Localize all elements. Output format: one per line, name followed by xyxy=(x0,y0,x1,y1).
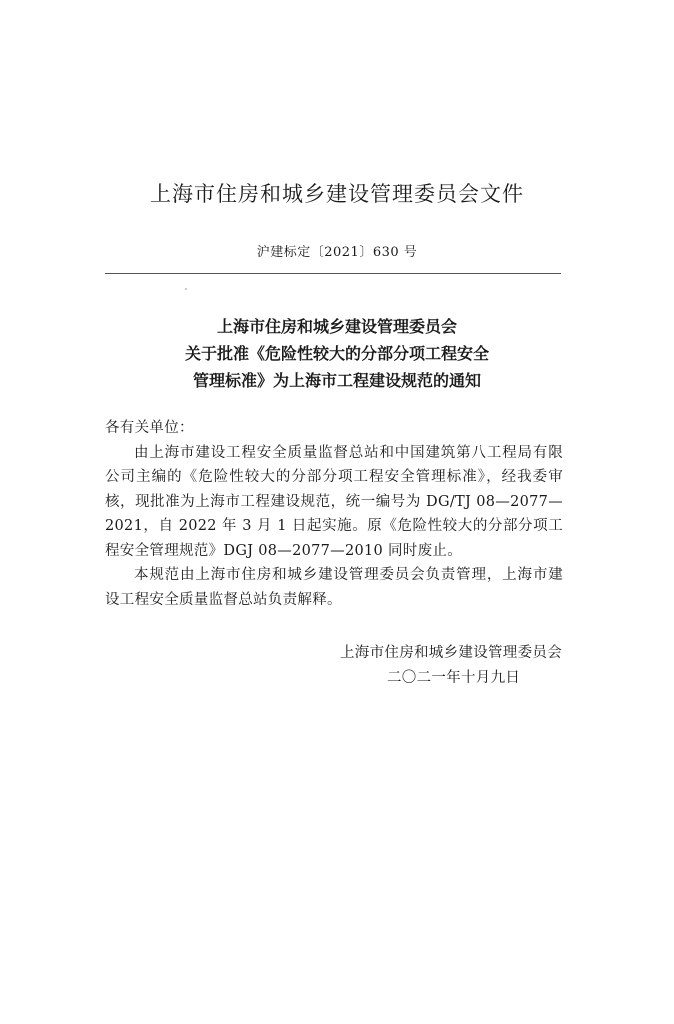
header-divider xyxy=(105,273,561,274)
body-paragraph-1: 由上海市建设工程安全质量监督总站和中国建筑第八工程局有限公司主编的《危险性较大的分部分项工程安全管理标准》，经我委审核，现批准为上海市工程建设规范，统一编号为 DG/TJ 08—2077—2021，自 2022 年 3 月 1 日起实施。原《危险性较大的分部分项工程安全管理规范》DGJ 08—2077—2010 同时废止。 xyxy=(105,444,563,559)
notice-title-line-2: 关于批准《危险性较大的分部分项工程安全 xyxy=(184,344,489,363)
notice-title-line-1: 上海市住房和城乡建设管理委员会 xyxy=(216,317,457,336)
salutation: 各有关单位： xyxy=(105,420,194,436)
notice-body xyxy=(105,416,563,612)
signature-block xyxy=(340,641,562,690)
document-number: 沪建标定〔2021〕630 号 xyxy=(256,245,418,260)
body-paragraph-2: 本规范由上海市住房和城乡建设管理委员会负责管理，上海市建设工程安全质量监督总站负责解释。 xyxy=(105,567,563,608)
issuer-header: 上海市住房和城乡建设管理委员会文件 xyxy=(150,182,524,206)
scan-speck xyxy=(185,288,187,290)
notice-title-line-3: 管理标准》为上海市工程建设规范的通知 xyxy=(192,371,481,390)
signature-organization: 上海市住房和城乡建设管理委员会 xyxy=(340,645,562,661)
notice-title xyxy=(0,313,674,394)
signature-date: 二〇二一年十月九日 xyxy=(387,669,521,686)
